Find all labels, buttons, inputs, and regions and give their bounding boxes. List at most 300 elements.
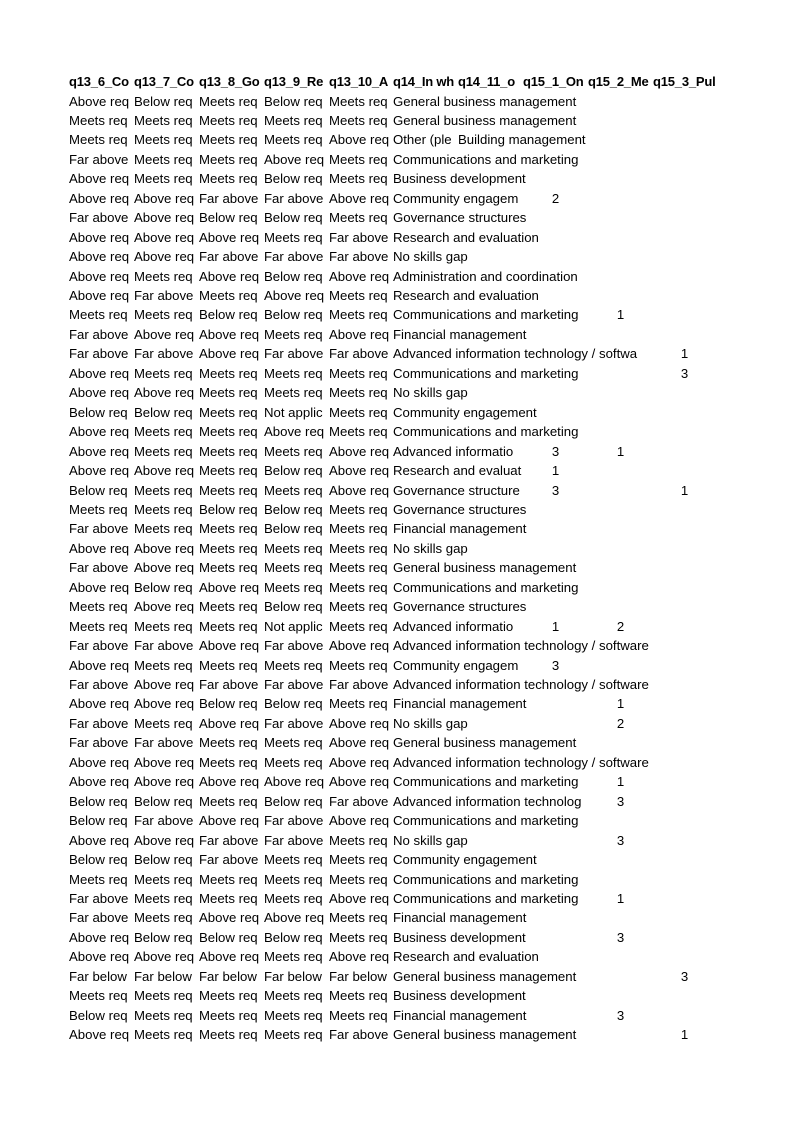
table-cell: Above req [69,249,130,265]
table-row [0,169,800,189]
table-cell: Meets req [329,579,388,595]
table-cell: Above req [69,657,130,673]
table-cell: Above req [134,832,195,848]
table-cell: Meets req [264,326,323,342]
table-cell: Above req [134,754,195,770]
table-row [0,383,800,403]
table-cell: Meets req [199,171,258,187]
table-cell: Above req [329,326,390,342]
table-cell: Meets req [199,93,258,109]
table-cell: Meets req [264,112,323,128]
table-cell: Above req [69,696,130,712]
table-row [0,481,800,501]
table-cell: Meets req [264,482,323,498]
table-cell: Above req [69,288,130,303]
table-cell: Above req [329,132,390,148]
table-cell: Far above [69,210,129,226]
table-row [0,811,800,831]
table-row [0,111,800,131]
table-row [0,247,800,267]
table-cell: Meets req [69,988,128,1004]
table-cell: Far above [264,190,324,206]
column-header: q13_8_Go [199,74,260,89]
table-row [0,519,800,539]
table-cell: 3 [616,1007,625,1023]
table-cell: Meets req [134,715,193,731]
table-cell: Above req [69,463,130,479]
table-cell: Above req [329,190,390,206]
table-cell: Above req [134,249,195,265]
table-cell: Meets req [199,890,258,906]
table-row [0,967,800,987]
table-cell: Far above [69,638,129,654]
table-cell: Meets req [329,171,388,187]
table-cell: Meets req [329,424,388,440]
table-cell: 1 [680,346,689,362]
table-row [0,986,800,1006]
table-cell: Meets req [134,365,193,381]
table-cell: Far above [69,890,129,906]
table-cell: Meets req [134,890,193,906]
table-cell: Communications and marketing [393,871,579,887]
table-cell: General business management [393,560,577,576]
table-cell: Above req [69,949,130,965]
table-cell: Far above [69,326,129,342]
table-cell: Not applic [264,618,323,634]
table-cell: Meets req [134,171,193,187]
table-cell: 3 [616,793,625,809]
table-cell: 3 [680,365,689,381]
table-cell: Meets req [329,501,388,517]
table-cell: Below req [264,307,323,323]
table-cell: Other (ple [393,132,452,148]
table-cell: Far above [134,288,194,303]
table-cell: Far above [264,832,324,848]
table-cell: Meets req [264,754,323,770]
table-cell: Far above [329,1027,389,1043]
table-cell: Above req [199,774,260,790]
table-cell: Far above [69,151,129,167]
table-row [0,422,800,442]
table-cell: Above req [329,813,390,829]
table-cell: No skills gap [393,832,468,848]
table-row [0,208,800,228]
table-cell: Advanced information technology / software [393,754,649,770]
table-cell: Meets req [134,988,193,1004]
table-cell: Far above [264,813,324,829]
table-cell: Below req [264,501,323,517]
table-cell: 1 [616,774,625,790]
table-cell: Governance structures [393,210,527,226]
table-cell: Far below [199,968,257,984]
table-cell: Below req [264,268,323,284]
table-cell: Below req [199,307,258,323]
table-cell: Above req [264,288,325,303]
table-cell: Meets req [264,890,323,906]
table-cell: Meets req [134,871,193,887]
table-cell: Meets req [264,657,323,673]
table-row [0,500,800,520]
table-cell: Communications and marketing [393,424,579,440]
table-cell: Above req [69,365,130,381]
table-cell: Advanced informatio [393,618,514,634]
table-cell: Above req [199,346,260,362]
table-cell: Above req [329,638,390,654]
table-cell: Far below [69,968,127,984]
table-cell: Meets req [199,540,258,556]
table-cell: Above req [329,463,390,479]
table-cell: Meets req [264,229,323,245]
table-cell: Financial management [393,521,527,537]
table-cell: Meets req [329,540,388,556]
table-cell: Below req [199,210,258,226]
table-cell: Meets req [69,112,128,128]
table-cell: 3 [551,443,560,459]
table-cell: Meets req [199,424,258,440]
table-cell: No skills gap [393,249,468,265]
table-cell: Communications and marketing [393,774,579,790]
table-cell: No skills gap [393,385,468,401]
table-cell: Community engagement [393,404,537,420]
table-cell: Meets req [69,599,128,615]
table-row [0,617,800,637]
table-cell: Meets req [264,1027,323,1043]
table-cell: Meets req [199,1027,258,1043]
table-cell: Above req [69,190,130,206]
table-cell: Above req [134,774,195,790]
table-cell: Financial management [393,910,527,926]
table-row [0,305,800,325]
table-cell: Meets req [134,307,193,323]
table-cell: Far above [69,560,129,576]
table-cell: Meets req [69,501,128,517]
table-cell: Far above [199,832,259,848]
table-cell: 3 [551,657,560,673]
table-cell: Meets req [199,657,258,673]
table-cell: Governance structures [393,501,527,517]
table-cell: Meets req [329,832,388,848]
table-cell: Far above [264,715,324,731]
table-cell: Far above [329,677,389,692]
table-cell: Communications and marketing [393,307,579,323]
column-header: q13_9_Re [264,74,324,89]
table-cell: Research and evaluation [393,229,539,245]
table-row [0,539,800,559]
table-cell: Meets req [199,385,258,401]
table-cell: Communications and marketing [393,365,579,381]
table-cell: Communications and marketing [393,151,579,167]
table-cell: Above req [69,443,130,459]
table-cell: Above req [69,754,130,770]
table-cell: Meets req [199,132,258,148]
table-cell: Above req [69,424,130,440]
table-cell: Above req [69,171,130,187]
table-cell: Above req [329,949,390,965]
table-cell: Meets req [329,521,388,537]
table-cell: Meets req [329,112,388,128]
table-cell: Meets req [199,988,258,1004]
table-cell: Meets req [264,365,323,381]
table-cell: Far above [264,677,324,692]
table-cell: General business management [393,1027,577,1043]
table-cell: Far above [134,735,194,751]
table-cell: Meets req [134,521,193,537]
table-cell: Meets req [134,482,193,498]
table-cell: Below req [69,852,128,868]
table-cell: Meets req [264,443,323,459]
table-cell: Below req [134,579,193,595]
column-header: q13_6_Co [69,74,129,89]
table-row [0,1025,800,1045]
table-cell: Above req [134,540,195,556]
table-cell: Below req [69,793,128,809]
table-cell: Above req [329,443,390,459]
column-header: q15_2_Me [588,74,649,89]
table-cell: General business management [393,112,577,128]
table-cell: Far above [329,793,389,809]
table-row [0,228,800,248]
table-cell: Financial management [393,696,527,712]
table-row [0,286,800,306]
table-cell: No skills gap [393,540,468,556]
table-cell: 1 [616,443,625,459]
table-cell: Meets req [199,754,258,770]
table-cell: Above req [69,579,130,595]
table-cell: Above req [134,599,195,615]
table-cell: Above req [329,774,390,790]
table-cell: Above req [69,385,130,401]
table-cell: Above req [199,326,260,342]
table-cell: Above req [69,268,130,284]
table-cell: Meets req [329,365,388,381]
table-cell: Meets req [329,657,388,673]
table-cell: Meets req [199,735,258,751]
table-cell: 2 [616,715,625,731]
table-cell: Above req [134,560,195,576]
table-cell: Above req [329,268,390,284]
column-header: q13_10_A [329,74,389,89]
table-cell: Meets req [264,988,323,1004]
table-cell: Above req [199,268,260,284]
column-header: q14_11_o [458,74,515,89]
table-cell: Above req [199,229,260,245]
table-cell: Meets req [264,1007,323,1023]
table-cell: Community engagem [393,190,519,206]
table-row [0,792,800,812]
table-cell: Below req [264,93,323,109]
table-cell: Communications and marketing [393,579,579,595]
column-header: q15_3_Pul [653,74,716,89]
table-cell: Below req [134,852,193,868]
table-row [0,403,800,423]
table-cell: Above req [199,813,260,829]
table-cell: Not applic [264,404,323,420]
table-cell: 1 [680,1027,689,1043]
table-cell: Meets req [134,618,193,634]
table-cell: Meets req [134,132,193,148]
table-cell: Meets req [264,132,323,148]
table-cell: Below req [264,696,323,712]
table-cell: Below req [264,463,323,479]
table-cell: Above req [134,326,195,342]
table-cell: Governance structures [393,599,527,615]
table-cell: Far above [264,638,324,654]
table-cell: Below req [69,404,128,420]
table-cell: Community engagem [393,657,519,673]
table-cell: Advanced informatio [393,443,514,459]
table-cell: Far above [199,190,259,206]
table-cell: Far above [199,249,259,265]
table-cell: Above req [134,229,195,245]
table-cell: Below req [199,501,258,517]
table-row [0,267,800,287]
table-cell: Research and evaluation [393,949,539,965]
table-cell: Far above [69,910,129,926]
table-row [0,130,800,150]
table-cell: Below req [264,171,323,187]
table-cell: Above req [329,890,390,906]
table-cell: Above req [199,579,260,595]
table-cell: Meets req [329,929,388,945]
table-cell: Above req [329,715,390,731]
table-cell: Far above [69,521,129,537]
table-cell: Far below [134,968,192,984]
table-row [0,908,800,928]
table-cell: Below req [264,929,323,945]
table-cell: 3 [616,929,625,945]
table-cell: Below req [69,1007,128,1023]
table-cell: Above req [69,774,130,790]
table-cell: 2 [616,618,625,634]
table-cell: Above req [329,754,390,770]
table-row [0,558,800,578]
table-row [0,325,800,345]
table-row [0,694,800,714]
table-cell: Below req [69,813,128,829]
table-cell: Meets req [199,482,258,498]
table-cell: Meets req [199,151,258,167]
table-cell: Meets req [134,268,193,284]
table-cell: Meets req [199,365,258,381]
table-cell: Below req [134,93,193,109]
table-cell: Administration and coordination [393,268,578,284]
table-cell: Meets req [134,910,193,926]
table-row [0,870,800,890]
table-row [0,772,800,792]
table-row [0,344,800,364]
table-cell: Above req [134,210,195,226]
table-cell: Above req [134,385,195,401]
table-cell: Below req [134,929,193,945]
table-row [0,753,800,773]
table-row [0,92,800,112]
table-row [0,1006,800,1026]
table-row [0,928,800,948]
table-cell: Meets req [329,910,388,926]
table-cell: Meets req [329,288,388,303]
table-cell: Community engagement [393,852,537,868]
table-cell: Below req [134,793,193,809]
table-row [0,831,800,851]
table-cell: Governance structure [393,482,520,498]
table-cell: Far above [69,346,129,362]
table-cell: 1 [616,696,625,712]
table-cell: Meets req [69,307,128,323]
table-cell: Far above [329,346,389,362]
table-row [0,733,800,753]
table-cell: Above req [264,151,325,167]
table-cell: Business development [393,171,526,187]
table-cell: Meets req [199,521,258,537]
table-cell: Meets req [199,871,258,887]
table-cell: Meets req [69,132,128,148]
table-cell: Far below [329,968,387,984]
table-cell: Far above [69,677,129,692]
table-row [0,675,800,695]
table-cell: Meets req [329,404,388,420]
table-cell: General business management [393,93,577,109]
table-cell: General business management [393,735,577,751]
table-cell: Meets req [264,852,323,868]
table-cell: Meets req [134,443,193,459]
table-row [0,714,800,734]
table-cell: Below req [264,793,323,809]
table-cell: 1 [680,482,689,498]
table-row [0,150,800,170]
table-cell: Meets req [264,949,323,965]
table-cell: Far above [199,677,259,692]
table-row [0,597,800,617]
table-cell: Far above [264,249,324,265]
table-cell: 1 [616,307,625,323]
table-cell: Meets req [134,1007,193,1023]
table-cell: Meets req [199,463,258,479]
table-cell: Above req [199,949,260,965]
table-row [0,442,800,462]
table-cell: Meets req [329,307,388,323]
table-cell: Meets req [199,112,258,128]
table-row [0,189,800,209]
table-cell: Meets req [329,385,388,401]
table-row [0,889,800,909]
table-row [0,850,800,870]
table-cell: Meets req [134,112,193,128]
table-cell: 1 [616,890,625,906]
table-cell: Financial management [393,326,527,342]
table-cell: Above req [134,463,195,479]
table-row [0,656,800,676]
table-cell: Above req [69,93,130,109]
table-cell: Above req [69,1027,130,1043]
table-cell: Above req [69,540,130,556]
table-cell: Far above [329,249,389,265]
table-cell: Below req [134,404,193,420]
table-cell: 3 [551,482,560,498]
table-cell: Meets req [329,151,388,167]
table-cell: Meets req [264,385,323,401]
table-cell: Meets req [329,871,388,887]
table-cell: Meets req [199,288,258,303]
table-cell: Meets req [199,599,258,615]
table-cell: Business development [393,988,526,1004]
table-cell: Meets req [264,560,323,576]
table-cell: Far above [199,852,259,868]
table-cell: Below req [199,929,258,945]
table-cell: Above req [134,677,195,692]
table-cell: Advanced information technolog [393,793,582,809]
table-cell: Meets req [329,1007,388,1023]
table-row [0,636,800,656]
